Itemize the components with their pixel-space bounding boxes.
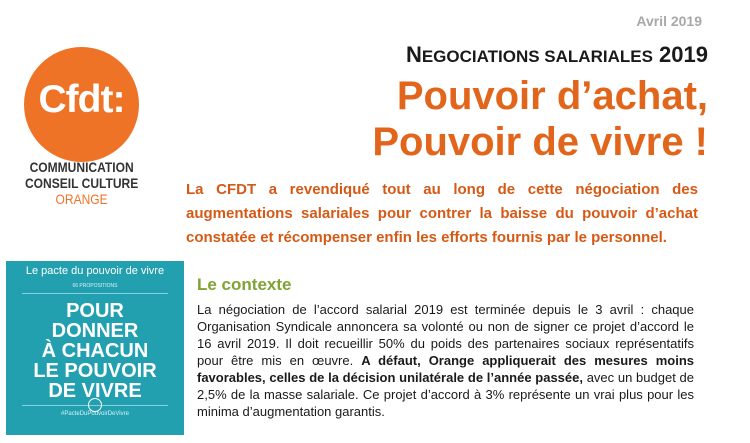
title-line-1: Pouvoir d’achat, [396, 74, 708, 118]
poster-slogan [6, 301, 184, 401]
context-paragraph [197, 301, 694, 420]
poster-subtitle: 66 PROPOSITIONS [72, 283, 118, 289]
logo-subtitle [24, 159, 139, 207]
date-label: Avril 2019 [636, 13, 702, 29]
poster-title: Le pacte du pouvoir de vivre [25, 265, 165, 277]
poster-hashtag: #PacteDuPouvoirDeVivre [61, 411, 129, 417]
context-text-1: La négociation de l’accord salarial 2019 est terminée depuis le 3 avril : chaque Organisation Syndicale annoncera sa volonté ou non de signer ce projet d’accord le 16 avril 2019. Il doit recueillir 50% du poids des partenaires sociaux représentatifs pour être mis en œuvre. [197, 302, 694, 368]
kicker-initial: N [405, 42, 422, 67]
lead-paragraph: La CFDT a revendiqué tout au long de cette négociation des augmentations salariales pour contrer la baisse du pouvoir d’achat constatée et récompenser enfin les efforts fournis par le personnel. [186, 181, 698, 246]
kicker-heading [406, 42, 708, 68]
poster-slogan-line-3: À CHACUN [41, 340, 149, 362]
poster-divider-top [22, 293, 168, 294]
poster-slogan-line-2: DONNER [51, 320, 139, 342]
title-line-2: Pouvoir de vivre ! [372, 120, 708, 164]
kicker-smallcaps: EGOCIATIONS SALARIALES [421, 47, 653, 66]
logo-line-3: ORANGE [55, 191, 108, 207]
pacte-poster-image [6, 261, 184, 435]
poster-slogan-line-4: LE POUVOIR [33, 360, 157, 382]
page-title [372, 73, 708, 165]
logo-line-1: COMMUNICATION [29, 159, 134, 175]
poster-slogan-line-1: POUR [66, 300, 124, 322]
logo-brand-text: Cfdt: [38, 78, 125, 121]
section-title: Le contexte [197, 275, 292, 294]
logo-line-2: CONSEIL CULTURE [24, 175, 139, 191]
context-text-2: avec un budget de 2,5% de la masse salariale. Ce projet d’accord à 3% représente un vrai plus pour les minima d’augmentation garantis. [197, 370, 695, 419]
globe-icon [88, 398, 102, 412]
context-text-bold: A défaut, Orange appliquerait des mesures moins favorables, celles de la décision unilatérale de l’année passée, [197, 353, 694, 385]
cfdt-logo [24, 47, 139, 162]
kicker-year: 2019 [659, 42, 708, 67]
poster-slogan-line-5: DE VIVRE [48, 380, 142, 402]
